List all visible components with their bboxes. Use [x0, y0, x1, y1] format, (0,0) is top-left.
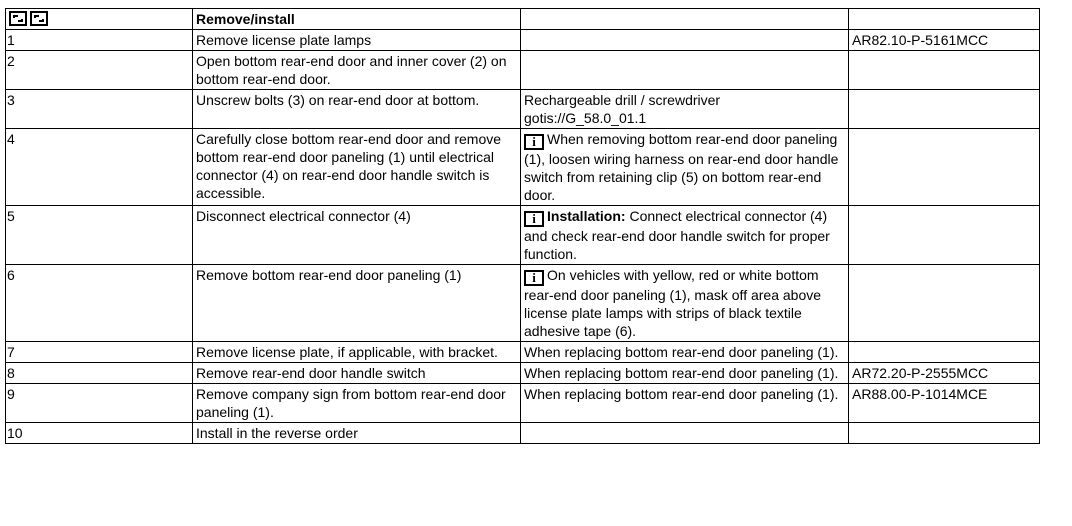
step-number: 3	[6, 90, 193, 129]
step-action: Unscrew bolts (3) on rear-end door at bottom.	[193, 90, 521, 129]
collapse-icon[interactable]	[30, 11, 48, 26]
step-row	[6, 30, 1040, 51]
step-action: Open bottom rear-end door and inner cover (2) on bottom rear-end door.	[193, 51, 521, 90]
step-action: Remove bottom rear-end door paneling (1)	[193, 265, 521, 342]
step-reference	[849, 342, 1040, 363]
step-row	[6, 206, 1040, 265]
step-number: 10	[6, 423, 193, 444]
info-icon: i	[524, 211, 544, 227]
step-row	[6, 363, 1040, 384]
step-reference	[849, 206, 1040, 265]
step-reference[interactable]: AR82.10-P-5161MCC	[849, 30, 1040, 51]
header-icons-cell	[6, 9, 193, 30]
header-title: Remove/install	[193, 9, 521, 30]
step-reference[interactable]: AR72.20-P-2555MCC	[849, 363, 1040, 384]
step-number: 4	[6, 129, 193, 206]
step-action: Remove company sign from bottom rear-end door paneling (1).	[193, 384, 521, 423]
step-row	[6, 384, 1040, 423]
header-empty-cell	[849, 9, 1040, 30]
header-empty-cell	[521, 9, 849, 30]
step-reference	[849, 423, 1040, 444]
step-number: 6	[6, 265, 193, 342]
step-note	[521, 265, 849, 342]
step-action: Remove rear-end door handle switch	[193, 363, 521, 384]
step-note	[521, 423, 849, 444]
step-action: Disconnect electrical connector (4)	[193, 206, 521, 265]
info-icon: i	[524, 134, 544, 150]
step-number: 5	[6, 206, 193, 265]
step-number: 7	[6, 342, 193, 363]
step-note	[521, 51, 849, 90]
step-note	[521, 384, 849, 423]
step-note	[521, 30, 849, 51]
step-row	[6, 342, 1040, 363]
header-row	[6, 9, 1040, 30]
procedure-table	[5, 8, 1040, 444]
step-note	[521, 129, 849, 206]
step-number: 2	[6, 51, 193, 90]
step-number: 8	[6, 363, 193, 384]
step-action: Remove license plate lamps	[193, 30, 521, 51]
note-text: Rechargeable drill / screwdriver gotis://G_58.0_01.1	[524, 92, 721, 126]
step-action: Install in the reverse order	[193, 423, 521, 444]
step-row	[6, 265, 1040, 342]
step-note	[521, 206, 849, 265]
step-note	[521, 90, 849, 129]
note-text: When replacing bottom rear-end door paneling (1).	[524, 365, 839, 381]
step-row	[6, 423, 1040, 444]
info-icon: i	[524, 270, 544, 286]
expand-icon[interactable]	[9, 11, 27, 26]
note-text: Connect electrical connector (4) and check rear-end door handle switch for proper function.	[524, 208, 830, 262]
note-text: On vehicles with yellow, red or white bottom rear-end door paneling (1), mask off area above license plate lamps with strips of black textile adhesive tape (6).	[524, 267, 822, 339]
step-number: 9	[6, 384, 193, 423]
note-text: When replacing bottom rear-end door paneling (1).	[524, 344, 839, 360]
step-note	[521, 363, 849, 384]
step-row	[6, 129, 1040, 206]
step-action: Remove license plate, if applicable, with bracket.	[193, 342, 521, 363]
note-text: When replacing bottom rear-end door paneling (1).	[524, 386, 839, 402]
step-reference	[849, 51, 1040, 90]
step-note	[521, 342, 849, 363]
step-action: Carefully close bottom rear-end door and remove bottom rear-end door paneling (1) until electrical connector (4) on rear-end door handle switch is accessible.	[193, 129, 521, 206]
step-row	[6, 51, 1040, 90]
step-row	[6, 90, 1040, 129]
note-label: Installation:	[547, 208, 626, 224]
step-reference[interactable]: AR88.00-P-1014MCE	[849, 384, 1040, 423]
step-reference	[849, 265, 1040, 342]
step-reference	[849, 129, 1040, 206]
note-text: When removing bottom rear-end door paneling (1), loosen wiring harness on rear-end door handle switch from retaining clip (5) on bottom rear-end door.	[524, 131, 839, 203]
step-number: 1	[6, 30, 193, 51]
step-reference	[849, 90, 1040, 129]
